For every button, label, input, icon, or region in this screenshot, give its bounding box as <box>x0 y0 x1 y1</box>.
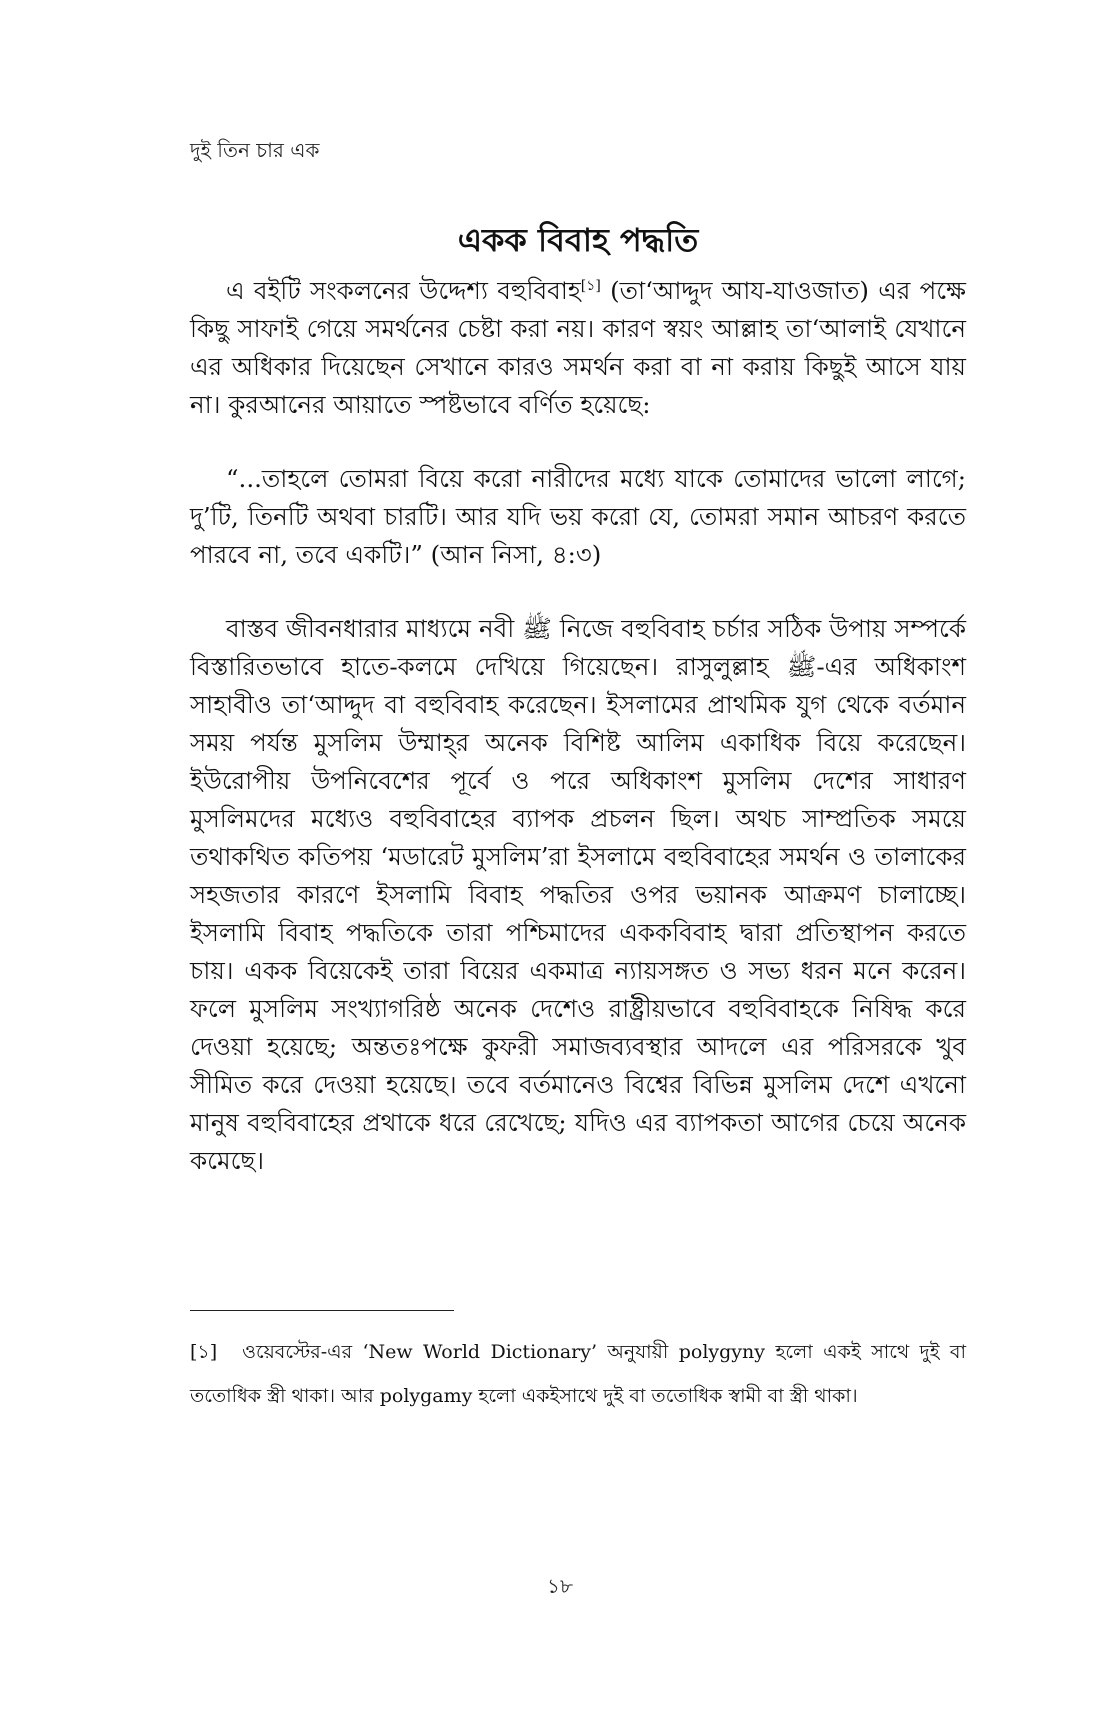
paragraph-intro-text-b: (তা‘আদ্দুদ আয-যাওজাত) এর পক্ষে কিছু সাফাই গেয়ে সমর্থনের চেষ্টা করা নয়। কারণ স্বয়ং আল্লাহ তা‘আলাই যেখানে এর অধিকার দিয়েছেন সেখানে কারও সমর্থন করা বা না করায় কিছুই আসে যায় না। কুরআনের আয়াতে স্পষ্টভাবে বর্ণিত হয়েছে: <box>190 276 966 419</box>
footnote-divider <box>190 1310 454 1311</box>
running-header: দুই তিন চার এক <box>190 138 320 162</box>
quran-quote: “...তাহলে তোমরা বিয়ে করো নারীদের মধ্যে যাকে তোমাদের ভালো লাগে; দু’টি, তিনটি অথবা চারটি। আর যদি ভয় করো যে, তোমরা সমান আচরণ করতে পারবে না, তবে একটি।” (আন নিসা, ৪:৩) <box>190 464 966 569</box>
footnote-reference[interactable]: [১] <box>580 277 601 294</box>
paragraph-history: বাস্তব জীবনধারার মাধ্যমে নবী ﷺ নিজে বহুবিবাহ চর্চার সঠিক উপায় সম্পর্কে বিস্তারিতভাবে হাতে-কলমে দেখিয়ে গিয়েছেন। রাসুলুল্লাহ ﷺ-এর অধিকাংশ সাহাবীও তা‘আদ্দুদ বা বহুবিবাহ করেছেন। ইসলামের প্রাথমিক যুগ থেকে বর্তমান সময় পর্যন্ত মুসলিম উম্মাহ্‌র অনেক বিশিষ্ট আলিম একাধিক বিয়ে করেছেন। ইউরোপীয় উপনিবেশের পূর্বে ও পরে অধিকাংশ মুসলিম দেশের সাধারণ মুসলিমদের মধ্যেও বহুবিবাহের ব্যাপক প্রচলন ছিল। অথচ সাম্প্রতিক সময়ে তথাকথিত কতিপয় ‘মডারেট মুসলিম’রা ইসলামে বহুবিবাহের সমর্থন ও তালাকের সহজতার কারণে ইসলামি বিবাহ পদ্ধতির ওপর ভয়ানক আক্রমণ চালাচ্ছে। ইসলামি বিবাহ পদ্ধতিকে তারা পশ্চিমাদের এককবিবাহ দ্বারা প্রতিস্থাপন করতে চায়। একক বিয়েকেই তারা বিয়ের একমাত্র ন্যায়সঙ্গত ও সভ্য ধরন মনে করেন। ফলে মুসলিম সংখ্যাগরিষ্ঠ অনেক দেশেও রাষ্ট্রীয়ভাবে বহুবিবাহকে নিষিদ্ধ করে দেওয়া হয়েছে; অন্ততঃপক্ষে কুফরী সমাজব্যবস্থার আদলে এর পরিসরকে খুব সীমিত করে দেওয়া হয়েছে। তবে বর্তমানেও বিশ্বের বিভিন্ন মুসলিম দেশে এখনো মানুষ বহুবিবাহের প্রথাকে ধরে রেখেছে; যদিও এর ব্যাপকতা আগের চেয়ে অনেক কমেছে। <box>190 614 967 1175</box>
footnote-text: ওয়েবস্টের-এর ‘New World Dictionary’ অনুযায়ী polygyny হলো একই সাথে দুই বা ততোধিক স্ত্রী থাকা। আর polygamy হলো একইসাথে দুই বা ততোধিক স্বামী বা স্ত্রী থাকা। <box>190 1341 966 1407</box>
footnote <box>190 1330 966 1418</box>
chapter-title: একক বিবাহ পদ্ধতি <box>457 221 699 259</box>
paragraph-intro-text-a: এ বইটি সংকলনের উদ্দেশ্য বহুবিবাহ <box>226 276 581 305</box>
paragraph-intro <box>190 272 966 424</box>
footnote-label: [১] <box>190 1341 218 1363</box>
page-number: ১৮ <box>547 1574 573 1598</box>
